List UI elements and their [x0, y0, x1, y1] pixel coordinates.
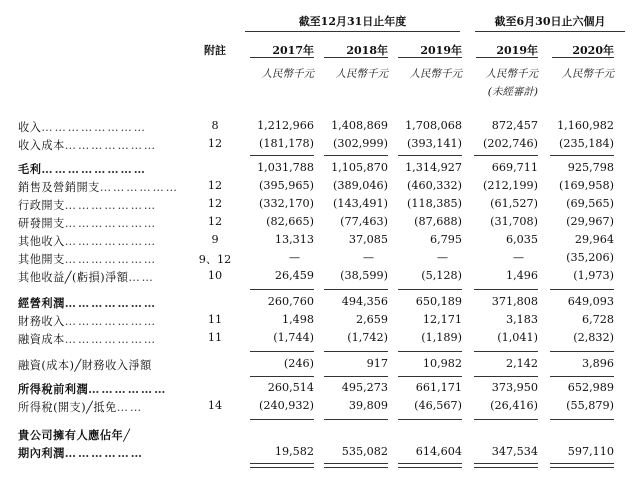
- row-value: 1,212,966: [257, 119, 314, 132]
- total-rule: [398, 289, 462, 290]
- row-value: 2,659: [355, 313, 388, 326]
- row-label: [18, 357, 152, 373]
- row-label-text: 毛利: [18, 162, 42, 176]
- total-rule: [474, 351, 538, 352]
- row-value: 597,110: [567, 445, 614, 458]
- total-rule: [324, 351, 388, 352]
- leader-dots: ……: [128, 271, 155, 284]
- row-label-text: 財務收入: [18, 315, 65, 328]
- row-value: (55,879): [566, 399, 614, 412]
- row-label: [18, 445, 144, 461]
- row-value: 2,142: [505, 357, 538, 370]
- row-value: (302,999): [333, 137, 388, 150]
- year-rule: [552, 57, 614, 58]
- row-value: 260,514: [267, 381, 314, 394]
- row-value: (69,565): [566, 197, 614, 210]
- row-value: 614,604: [415, 445, 462, 458]
- row-value: (87,688): [414, 215, 462, 228]
- total-rule: [324, 289, 388, 290]
- total-rule: [550, 351, 614, 352]
- table-row: [0, 313, 637, 330]
- row-label: [18, 269, 155, 285]
- row-value: (29,967): [566, 215, 614, 228]
- leader-dots: …………………: [64, 199, 158, 212]
- row-label: [18, 137, 157, 153]
- total-rule: [250, 419, 314, 420]
- row-label-text: 期內利潤: [18, 446, 65, 460]
- unit-label: 人民幣千元: [409, 68, 462, 80]
- row-value: 12,171: [422, 313, 462, 326]
- row-value: 669,711: [491, 161, 538, 174]
- row-label: [18, 161, 147, 177]
- year-rule: [398, 57, 462, 58]
- row-label-text: 所得稅(開支)╱抵免: [18, 401, 117, 414]
- unit-label: 人民幣千元: [561, 68, 614, 80]
- row-label-text: 經營利潤: [18, 296, 65, 310]
- row-value: (1,973): [573, 269, 614, 282]
- row-value: (212,199): [483, 179, 538, 192]
- year-rule: [476, 57, 538, 58]
- unit-label: 人民幣千元: [335, 68, 388, 80]
- row-value: 371,808: [491, 295, 538, 308]
- total-rule: [324, 155, 388, 156]
- year-rule: [324, 57, 388, 58]
- total-rule: [324, 463, 388, 468]
- table-row: [0, 197, 637, 214]
- total-rule: [324, 419, 388, 420]
- row-value: 1,105,870: [331, 161, 388, 174]
- total-rule: [474, 376, 538, 377]
- row-value: (5,128): [421, 269, 462, 282]
- row-label-text: 收入成本: [18, 139, 65, 152]
- total-rule: [250, 155, 314, 156]
- table-row: [0, 269, 637, 286]
- row-value: 3,183: [505, 313, 538, 326]
- row-value: (240,932): [259, 399, 314, 412]
- row-note: 12: [207, 215, 223, 228]
- table-row: [0, 381, 637, 398]
- table-row: [0, 427, 637, 444]
- total-rule: [474, 419, 538, 420]
- row-value: —: [436, 251, 448, 264]
- row-value: 6,035: [505, 233, 538, 246]
- row-value: (77,463): [340, 215, 388, 228]
- leader-dots: …………………: [64, 333, 158, 346]
- total-rule: [398, 419, 462, 420]
- row-value: 1,408,869: [331, 119, 388, 132]
- row-label-text: 收入: [18, 121, 42, 134]
- total-rule: [250, 376, 314, 377]
- row-value: 19,582: [274, 445, 314, 458]
- total-rule: [474, 289, 538, 290]
- row-value: 872,457: [491, 119, 538, 132]
- total-rule: [474, 463, 538, 468]
- row-value: (202,746): [483, 137, 538, 150]
- row-value: 1,160,982: [557, 119, 614, 132]
- total-rule: [550, 376, 614, 377]
- row-value: (246): [283, 357, 314, 370]
- row-value: (2,832): [573, 331, 614, 344]
- row-value: (395,965): [259, 179, 314, 192]
- leader-dots: …………………: [64, 253, 158, 266]
- year-header: 2018年: [346, 44, 388, 57]
- row-value: 347,534: [491, 445, 538, 458]
- row-value: —: [362, 251, 374, 264]
- row-note: 12: [207, 179, 223, 192]
- row-value: 494,356: [341, 295, 388, 308]
- year-rule: [250, 57, 314, 58]
- row-value: (1,041): [497, 331, 538, 344]
- row-value: (31,708): [490, 215, 538, 228]
- row-label-text: 其他開支: [18, 253, 65, 266]
- row-value: 10,982: [422, 357, 462, 370]
- total-rule: [550, 289, 614, 290]
- total-rule: [398, 351, 462, 352]
- row-label-text: 銷售及營銷開支: [18, 181, 100, 194]
- table-row: [0, 331, 637, 348]
- row-value: —: [288, 251, 300, 264]
- leader-dots: ………………: [99, 181, 179, 194]
- total-rule: [398, 155, 462, 156]
- row-note: 12: [207, 197, 223, 210]
- row-value: 652,989: [567, 381, 614, 394]
- total-rule: [250, 463, 314, 468]
- row-value: (35,206): [566, 251, 614, 264]
- row-label: [18, 197, 157, 213]
- table-row: [0, 357, 637, 374]
- row-note: 10: [207, 269, 223, 282]
- row-label-text: 融資成本: [18, 333, 65, 346]
- row-note: 14: [207, 399, 223, 412]
- row-value: 661,171: [415, 381, 462, 394]
- row-label-text: 其他收益╱(虧損)淨額: [18, 271, 129, 284]
- row-value: 495,273: [341, 381, 388, 394]
- row-label: [18, 215, 157, 231]
- row-value: 1,031,788: [257, 161, 314, 174]
- table-row: [0, 137, 637, 154]
- year-header: 2019年: [420, 44, 462, 57]
- total-rule: [324, 376, 388, 377]
- row-value: (1,189): [421, 331, 462, 344]
- table-row: [0, 119, 637, 136]
- row-value: (1,744): [273, 331, 314, 344]
- row-note: 9、12: [198, 253, 232, 266]
- row-value: 260,760: [267, 295, 314, 308]
- row-value: 26,459: [274, 269, 314, 282]
- group-header-full-year: 截至12月31日止年度: [298, 15, 407, 28]
- row-note: 8: [211, 119, 219, 132]
- table-row: [0, 233, 637, 250]
- table-row: [0, 399, 637, 416]
- row-value: 649,093: [567, 295, 614, 308]
- row-label: [18, 381, 167, 397]
- unaudited-label: (未經審計): [487, 86, 538, 98]
- row-label: [18, 179, 179, 195]
- row-label: [18, 295, 157, 311]
- row-value: 373,950: [491, 381, 538, 394]
- row-value: 6,795: [429, 233, 462, 246]
- group-rule-full-year: [245, 31, 460, 32]
- row-value: 917: [366, 357, 388, 370]
- row-note: 11: [207, 331, 223, 344]
- total-rule: [550, 463, 614, 468]
- year-header: 2017年: [272, 44, 314, 57]
- row-label: [18, 233, 157, 249]
- row-value: 6,728: [581, 313, 614, 326]
- row-label-text: 研發開支: [18, 217, 65, 230]
- row-label: [18, 251, 157, 267]
- row-label-text: 行政開支: [18, 199, 65, 212]
- total-rule: [250, 351, 314, 352]
- row-label-text: 其他收入: [18, 235, 65, 248]
- row-value: (393,141): [407, 137, 462, 150]
- row-value: 1,314,927: [405, 161, 462, 174]
- total-rule: [550, 419, 614, 420]
- leader-dots: …………………: [64, 315, 158, 328]
- row-label-text: 所得稅前利潤: [18, 382, 89, 396]
- unit-label: 人民幣千元: [261, 68, 314, 80]
- row-value: 39,809: [348, 399, 388, 412]
- table-row: [0, 445, 637, 462]
- row-value: (460,332): [407, 179, 462, 192]
- table-row: [0, 215, 637, 232]
- leader-dots: …………………: [64, 139, 158, 152]
- leader-dots: …………………: [64, 296, 158, 310]
- total-rule: [550, 155, 614, 156]
- total-rule: [474, 155, 538, 156]
- leader-dots: ………………: [64, 446, 144, 460]
- row-value: 3,896: [581, 357, 614, 370]
- row-value: (82,665): [266, 215, 314, 228]
- row-value: (1,742): [347, 331, 388, 344]
- row-value: (169,958): [559, 179, 614, 192]
- row-value: (118,385): [407, 197, 462, 210]
- year-header: 2019年: [496, 44, 538, 57]
- row-value: 13,313: [274, 233, 314, 246]
- row-value: 1,708,068: [405, 119, 462, 132]
- row-value: (46,567): [414, 399, 462, 412]
- row-value: 650,189: [415, 295, 462, 308]
- row-label: [18, 427, 130, 443]
- row-label: [18, 331, 157, 347]
- row-value: (389,046): [333, 179, 388, 192]
- leader-dots: ……………………: [41, 121, 147, 134]
- row-note: 9: [211, 233, 219, 246]
- note-header: 附註: [204, 44, 226, 57]
- total-rule: [250, 289, 314, 290]
- group-header-six-months: 截至6月30日止六個月: [494, 15, 606, 28]
- row-label-text: 貴公司擁有人應佔年╱: [18, 428, 131, 442]
- row-value: 29,964: [574, 233, 614, 246]
- leader-dots: ……: [116, 401, 144, 414]
- row-value: 1,498: [281, 313, 314, 326]
- row-value: 925,798: [567, 161, 614, 174]
- row-value: (181,178): [259, 137, 314, 150]
- row-note: 12: [207, 137, 223, 150]
- row-value: (332,170): [259, 197, 314, 210]
- group-rule-six-months: [475, 31, 625, 32]
- row-label: [18, 399, 143, 415]
- row-value: (61,527): [490, 197, 538, 210]
- row-value: 37,085: [348, 233, 388, 246]
- row-value: (26,416): [490, 399, 538, 412]
- table-row: [0, 251, 637, 268]
- row-value: 535,082: [341, 445, 388, 458]
- row-value: (38,599): [340, 269, 388, 282]
- table-row: [0, 179, 637, 196]
- leader-dots: …………………: [64, 235, 158, 248]
- leader-dots: ……………………: [41, 162, 147, 176]
- table-row: [0, 161, 637, 178]
- year-header: 2020年: [572, 44, 614, 57]
- row-value: —: [512, 251, 524, 264]
- table-row: [0, 295, 637, 312]
- unit-label: 人民幣千元: [485, 68, 538, 80]
- row-note: 11: [207, 313, 223, 326]
- row-value: 1,496: [505, 269, 538, 282]
- row-label-text: 融資(成本)╱財務收入淨額: [18, 359, 152, 372]
- leader-dots: …………………: [64, 217, 158, 230]
- row-label: [18, 313, 157, 329]
- row-value: (143,491): [333, 197, 388, 210]
- leader-dots: ………………: [88, 382, 168, 396]
- total-rule: [398, 463, 462, 468]
- row-value: (235,184): [559, 137, 614, 150]
- total-rule: [398, 376, 462, 377]
- row-label: [18, 119, 147, 135]
